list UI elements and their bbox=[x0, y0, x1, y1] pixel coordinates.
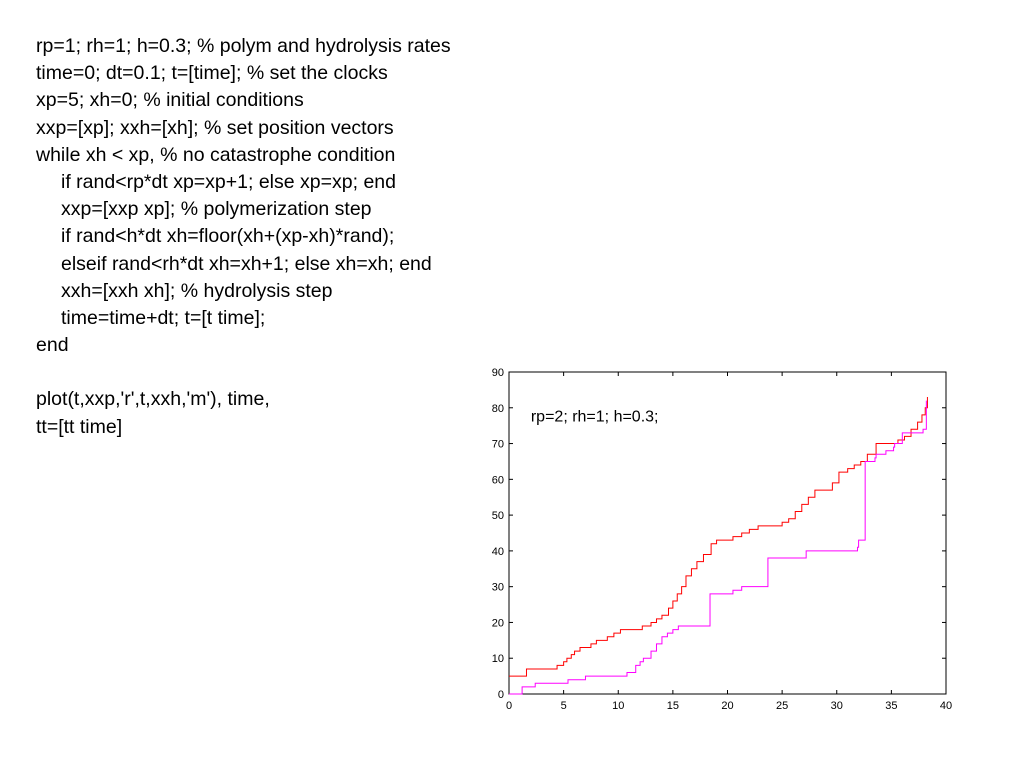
x-tick-label: 35 bbox=[885, 700, 898, 712]
code-line: xxp=[xxp xp]; % polymerization step bbox=[61, 198, 372, 221]
hydrolysis-position-line bbox=[509, 401, 926, 694]
code-line: while xh < xp, % no catastrophe condition bbox=[36, 143, 396, 166]
y-tick-label: 20 bbox=[491, 617, 504, 630]
plot-annotation: rp=2; rh=1; h=0.3; bbox=[530, 408, 659, 426]
code-line: if rand<rp*dt xp=xp+1; else xp=xp; end bbox=[61, 170, 396, 193]
x-tick-label: 0 bbox=[505, 700, 513, 712]
x-tick-label: 20 bbox=[721, 700, 734, 712]
code-line: elseif rand<rh*dt xh=xh+1; else xh=xh; end bbox=[61, 252, 432, 275]
x-tick-label: 5 bbox=[560, 700, 567, 712]
y-tick-label: 90 bbox=[491, 367, 504, 379]
code-line: end bbox=[36, 334, 69, 357]
code-line: xxh=[xxh xh]; % hydrolysis step bbox=[61, 279, 333, 302]
y-tick-label: 10 bbox=[491, 653, 504, 666]
y-tick-label: 0 bbox=[497, 689, 504, 701]
code-line: rp=1; rh=1; h=0.3; % polym and hydrolysis rates bbox=[36, 35, 451, 57]
x-tick-label: 15 bbox=[666, 700, 679, 712]
code-line bbox=[36, 359, 451, 386]
y-tick-label: 70 bbox=[491, 438, 504, 451]
code-line: xp=5; xh=0; % initial conditions bbox=[36, 89, 304, 112]
y-tick-label: 50 bbox=[491, 510, 504, 523]
code-line: time=time+dt; t=[t time]; bbox=[61, 306, 266, 329]
x-tick-label: 25 bbox=[776, 700, 789, 712]
y-tick-label: 40 bbox=[491, 545, 504, 558]
plot-figure bbox=[475, 358, 965, 718]
x-tick-label: 40 bbox=[939, 700, 953, 712]
y-tick-label: 80 bbox=[491, 402, 504, 415]
code-line: if rand<h*dt xh=floor(xh+(xp-xh)*rand); bbox=[61, 225, 395, 248]
code-line: time=0; dt=0.1; t=[time]; % set the clocks bbox=[36, 62, 388, 85]
code-line: plot(t,xxp,'r',t,xxh,'m'), time, bbox=[36, 388, 270, 411]
y-tick-label: 60 bbox=[491, 474, 504, 487]
x-tick-label: 30 bbox=[830, 700, 843, 712]
y-tick-label: 30 bbox=[491, 581, 504, 594]
code-line: tt=[tt time] bbox=[36, 415, 123, 438]
x-tick-label: 10 bbox=[612, 700, 625, 712]
matlab-code-block bbox=[36, 33, 451, 441]
code-line: xxp=[xp]; xxh=[xh]; % set position vectors bbox=[36, 116, 394, 139]
